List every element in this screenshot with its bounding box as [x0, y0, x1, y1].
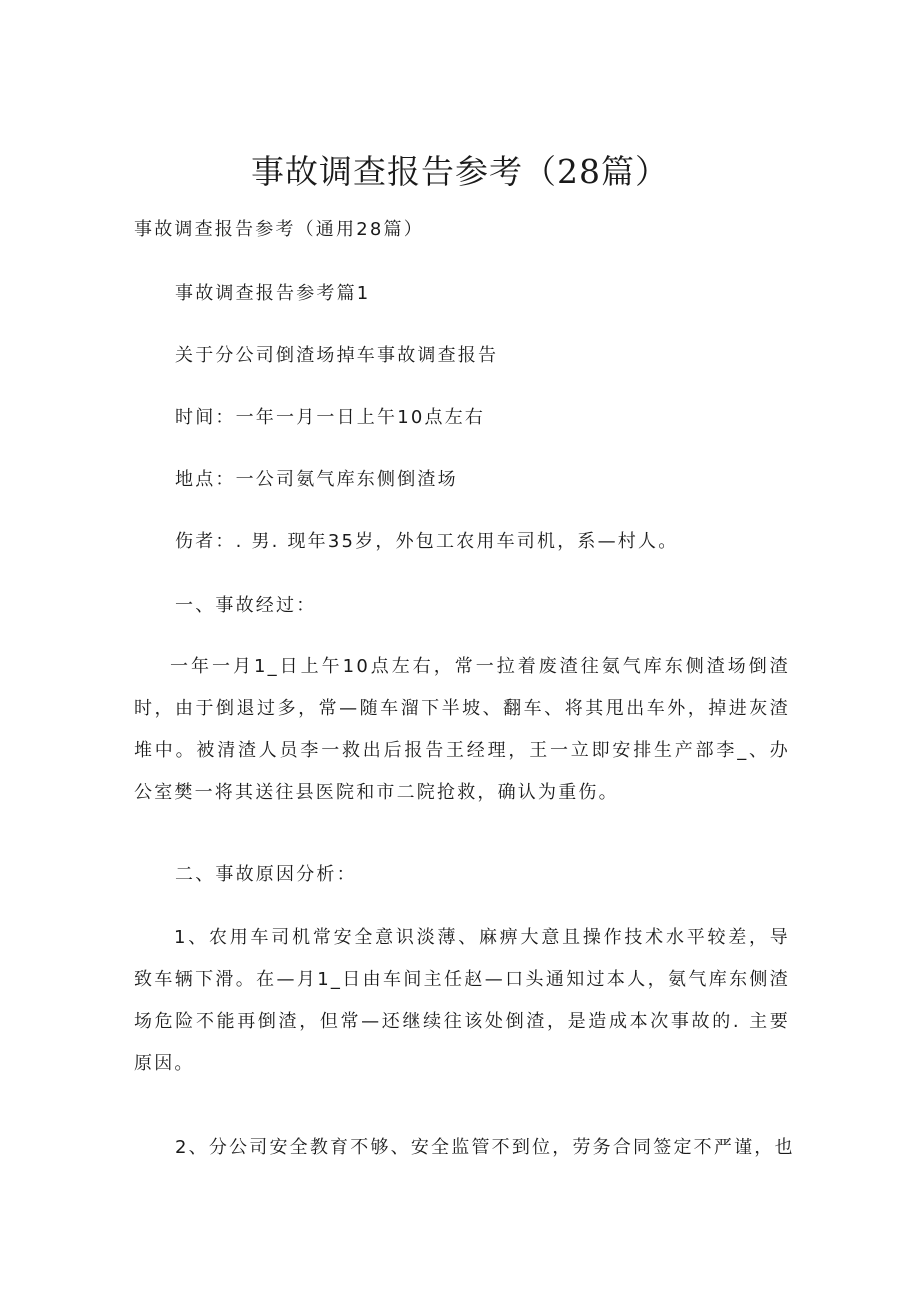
heading-process: 一、事故经过：: [175, 595, 317, 616]
process-paragraph: 一年一月1_日上午10点左右，常一拉着废渣往氨气库东侧渣场倒渣时，由于倒退过多，常—随车溜下半坡、翻车、将其甩出车外，掉进灰渣堆中。被清渣人员李一救出后报告王经理，王一立即安排生产部李_、办公室樊一将其送往县医院和市二院抢救，确认为重伤。: [134, 656, 790, 803]
cause-paragraph-1: 1、农用车司机常安全意识淡薄、麻痹大意且操作技术水平较差，导致车辆下滑。在—月1_日由车间主任赵—口头通知过本人，氨气库东侧渣场危险不能再倒渣，但常—还继续往该处倒渣，是造成本次事故的. 主要原因。: [134, 927, 790, 1074]
time-line: 时间：一年一月一日上午10点左右: [175, 407, 486, 428]
place-line: 地点：一公司氨气库东侧倒渣场: [175, 469, 458, 490]
injured-line: 伤者：. 男. 现年35岁，外包工农用车司机，系—村人。: [175, 531, 679, 552]
heading-cause: 二、事故原因分析：: [175, 864, 357, 885]
cause-paragraph-2: 2、分公司安全教育不够、安全监管不到位，劳务合同签定不严谨，也: [175, 1137, 795, 1158]
document-title: 事故调查报告参考（28篇）: [251, 152, 669, 191]
document-subtitle: 事故调查报告参考（通用28篇）: [134, 219, 424, 240]
section-heading: 事故调查报告参考篇1: [175, 283, 371, 304]
report-title: 关于分公司倒渣场掉车事故调查报告: [175, 345, 499, 366]
